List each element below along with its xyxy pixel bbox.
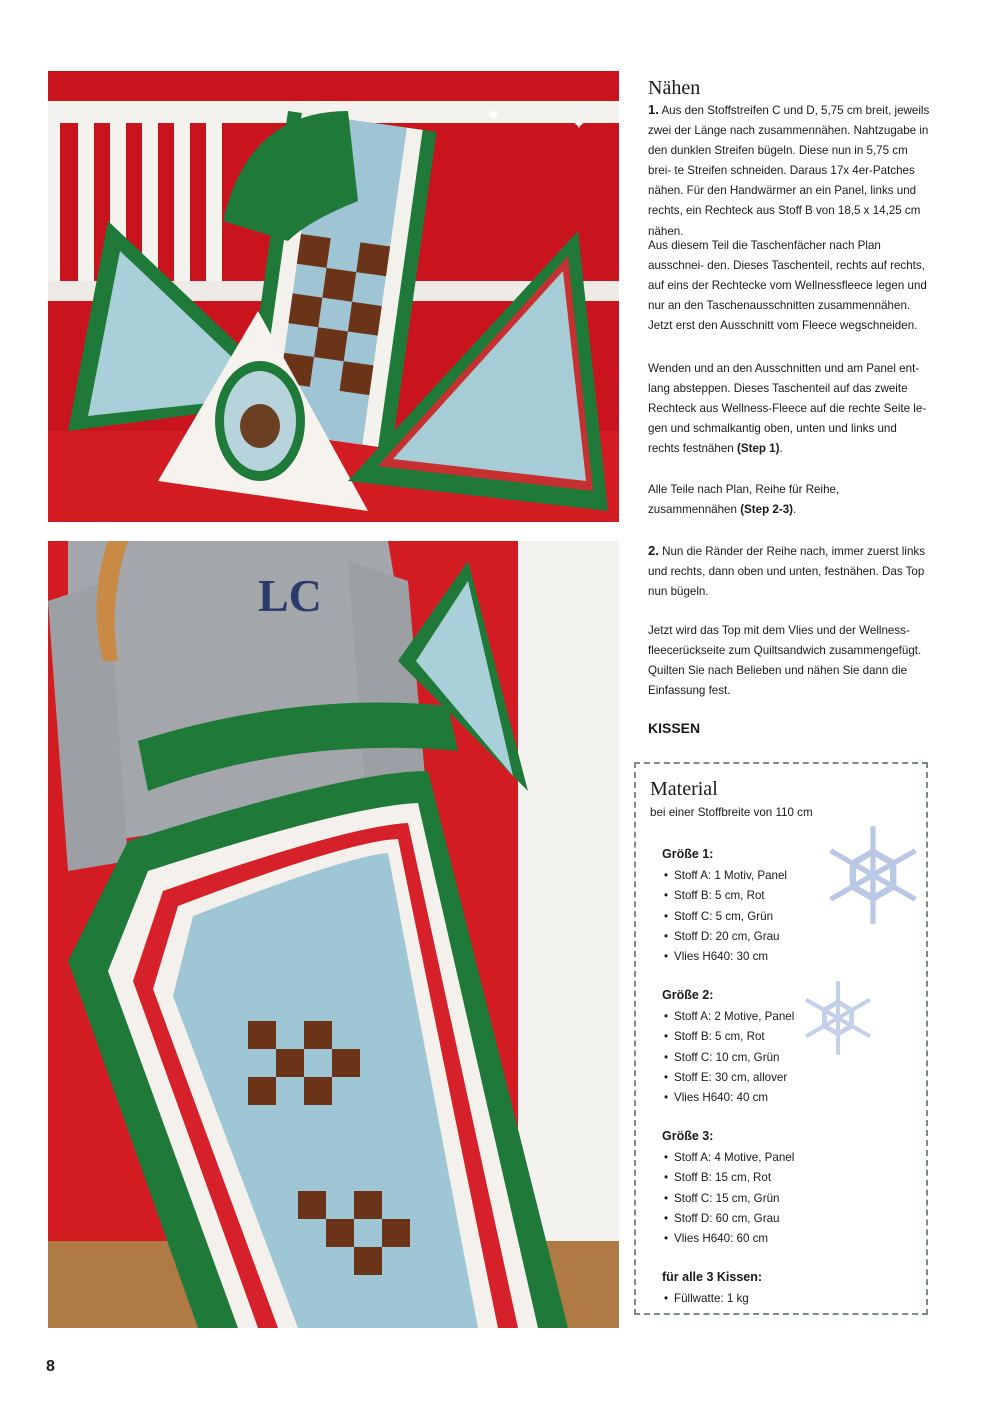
- naehen-step-1: [648, 100, 930, 242]
- material-item: • Stoff A: 2 Motive, Panel: [662, 1007, 794, 1027]
- material-item: • Stoff B: 5 cm, Rot: [662, 1027, 794, 1047]
- paragraph-3-body: Wenden und an den Ausschnitten und am Panel ent- lang absteppen. Dieses Taschenteil auf das zweite Rechteck aus Wellness-Fleece auf die rechte Seite le- gen und schmalkantig oben, unten und links und rechts festnähen: [648, 362, 927, 456]
- material-item: • Stoff D: 60 cm, Grau: [662, 1209, 794, 1229]
- naehen-section: [648, 76, 930, 242]
- material-box: [634, 762, 928, 1315]
- material-item: • Füllwatte: 1 kg: [662, 1289, 762, 1309]
- paragraph-6-text: Jetzt wird das Top mit dem Vlies und der Wellness- fleecerückseite zum Quiltsandwich zusammengefügt. Quilten Sie nach Belieben und nähen Sie dann die Einfassung fest.: [648, 624, 922, 698]
- material-item: • Stoff C: 10 cm, Grün: [662, 1048, 794, 1068]
- material-item: • Vlies H640: 60 cm: [662, 1229, 794, 1249]
- photo-quilt-child: [48, 541, 619, 1328]
- snowflake-large-icon: [820, 822, 926, 928]
- group-heading: für alle 3 Kissen:: [662, 1270, 763, 1284]
- material-item: • Stoff A: 4 Motive, Panel: [662, 1148, 794, 1168]
- paragraph-3-text: Wenden und an den Ausschnitten und am Panel ent- lang absteppen. Dieses Taschenteil auf das zweite Rechteck aus Wellness-Fleece auf die rechte Seite le- gen und schmalkantig oben, unten und links und rechts festnähen (Step 1).: [648, 362, 927, 456]
- step-2-text: Nun die Ränder der Reihe nach, immer zuerst links und rechts, dann oben und unten, festnähen. Das Top nun bügeln.: [648, 545, 925, 599]
- material-item: • Stoff D: 20 cm, Grau: [662, 927, 787, 947]
- step-1-ref: (Step 1): [736, 442, 780, 456]
- material-item: • Stoff A: 1 Motiv, Panel: [662, 866, 787, 886]
- kissen-heading: KISSEN: [648, 720, 701, 736]
- material-title: Material: [650, 778, 718, 800]
- material-item: • Stoff E: 30 cm, allover: [662, 1068, 794, 1088]
- material-item: • Vlies H640: 40 cm: [662, 1088, 794, 1108]
- snowflake-small-icon: [798, 978, 878, 1058]
- group-heading: Größe 2:: [662, 988, 714, 1002]
- material-group-size-2: [662, 985, 794, 1108]
- material-item: • Stoff C: 5 cm, Grün: [662, 907, 787, 927]
- material-subtitle: bei einer Stoffbreite von 110 cm: [650, 806, 813, 819]
- material-item: • Stoff B: 15 cm, Rot: [662, 1168, 794, 1188]
- svg-text:LC: LC: [258, 570, 322, 621]
- group-heading: Größe 3:: [662, 1129, 714, 1143]
- step-2-3-ref: (Step 2-3): [740, 503, 794, 517]
- material-item: • Stoff C: 15 cm, Grün: [662, 1189, 794, 1209]
- paragraph-4-body: Alle Teile nach Plan, Reihe für Reihe, zusammennähen: [648, 483, 840, 517]
- material-group-size-1: [662, 844, 787, 967]
- material-item: • Stoff B: 5 cm, Rot: [662, 886, 787, 906]
- step-2-number: 2.: [648, 543, 659, 558]
- paragraph-3: [648, 359, 930, 459]
- material-group-size-3: [662, 1126, 794, 1249]
- step-1-text: Aus den Stoffstreifen C und D, 5,75 cm breit, jeweils zwei der Länge nach zusammennähen. Nahtzugabe in den dunklen Streifen bügeln. Diese nun in 5,75 cm brei- te Streifen schneiden. Daraus 17x 4er-Patches nähen. Für den Handwärmer an ein Panel, links und rechts, ein Rechteck aus Stoff B von 18,5 x 14,25 cm nähen.: [648, 104, 930, 238]
- svg-text:✦: ✦: [573, 117, 585, 133]
- svg-text:✦: ✦: [486, 105, 502, 126]
- material-item: • Vlies H640: 30 cm: [662, 947, 787, 967]
- step-2-paragraph: [648, 541, 930, 602]
- naehen-heading: Nähen: [648, 77, 701, 99]
- paragraph-4-text: Alle Teile nach Plan, Reihe für Reihe, zusammennähen (Step 2-3).: [648, 483, 840, 517]
- step-1-number: 1.: [648, 102, 659, 117]
- page-number: 8: [46, 1358, 55, 1375]
- paragraph-4: [648, 480, 930, 520]
- paragraph-2: [648, 236, 930, 336]
- material-group-all: [662, 1267, 762, 1309]
- group-heading: Größe 1:: [662, 847, 714, 861]
- paragraph-2-text: Aus diesem Teil die Taschenfächer nach Plan ausschnei- den. Dieses Taschenteil, rechts auf rechts, auf eins der Rechtecke vom Wellnessfleece legen und nur an den Taschenausschnitten zusammennähen. Jetzt erst den Ausschnitt vom Fleece wegschneiden.: [648, 239, 927, 333]
- naehen-step-2: [648, 541, 930, 602]
- photo-pillows: [48, 71, 619, 522]
- paragraph-6: [648, 621, 930, 701]
